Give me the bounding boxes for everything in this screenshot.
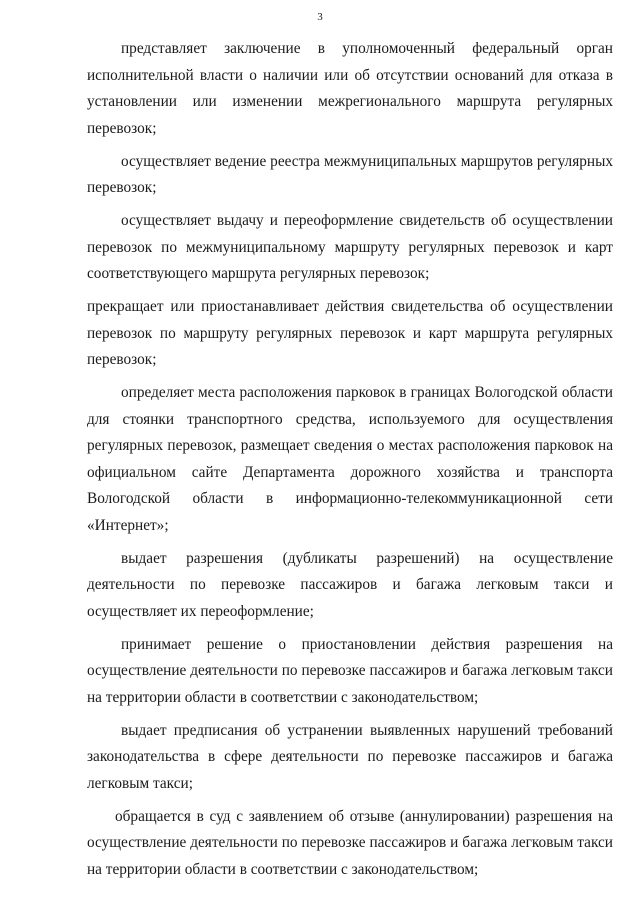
paragraph-violation-orders: выдает предписания об устранении выявленных нарушений требований законодательства в сфере деятельности по перевозке пассажиров и багажа легковым такси;	[87, 721, 613, 792]
paragraph-registry: осуществляет ведение реестра межмуниципальных маршрутов регулярных перевозок;	[87, 152, 613, 196]
page-number: 3	[317, 11, 323, 23]
paragraph-certificates-issue: осуществляет выдачу и переоформление свидетельств об осуществлении перевозок по межмуниципальному маршруту регулярных перевозок и карт соответствующего маршрута регулярных перевозок;	[87, 212, 613, 282]
paragraph-court-appeal: обращается в суд с заявлением об отзыве (аннулировании) разрешения на осуществление деятельности по перевозке пассажиров и багажа легковым такси на территории области в соответствии с законодательством;	[87, 807, 613, 878]
paragraph-parking: определяет места расположения парковок в границах Вологодской области для стоянки транспортного средства, используемого для осуществления регулярных перевозок, размещает сведения о местах расположения парковок на официальном сайте Департамента дорожного хозяйства и транспорта Вологодской области в информационно-телекоммуникационной сети «Интернет»;	[87, 384, 613, 534]
paragraph-conclusion: представляет заключение в уполномоченный федеральный орган исполнительной власти о наличии или об отсутствии оснований для отказа в установлении или изменении межрегионального маршрута регулярных перевозок;	[87, 40, 613, 137]
document-body	[87, 36, 613, 890]
paragraph-certificates-suspension: прекращает или приостанавливает действия свидетельства об осуществлении перевозок по маршруту регулярных перевозок и карт маршрута регулярных перевозок;	[87, 298, 613, 368]
paragraph-permit-suspension: принимает решение о приостановлении действия разрешения на осуществление деятельности по перевозке пассажиров и багажа легковым такси на территории области в соответствии с законодательством;	[87, 635, 613, 706]
paragraph-taxi-permits: выдает разрешения (дубликаты разрешений) на осуществление деятельности по перевозке пассажиров и багажа легковым такси и осуществляет их переоформление;	[87, 549, 613, 620]
